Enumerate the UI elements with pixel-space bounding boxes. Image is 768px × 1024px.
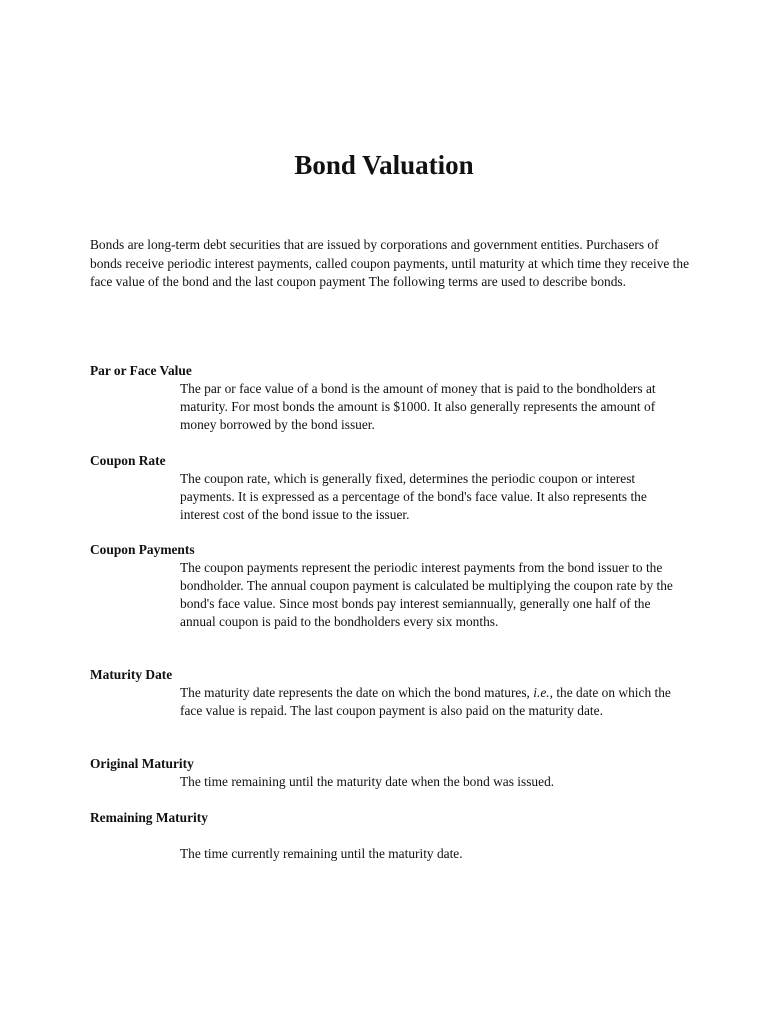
term-definition (180, 684, 685, 720)
term-original-maturity (90, 755, 690, 791)
term-name: Par or Face Value (90, 363, 192, 378)
intro-paragraph: Bonds are long-term debt securities that are issued by corporations and government entities. Purchasers of bonds receive periodic interest payments, called coupon payments, until maturity at which time they receive the face value of the bond and the last coupon payment The following terms are used to describe bonds. (90, 237, 690, 289)
term-definition: The coupon rate, which is generally fixed, determines the periodic coupon or interest payments. It is expressed as a percentage of the bond's face value. It also represents the interest cost of the bond issue to the issuer. (180, 471, 647, 522)
term-definition: The time remaining until the maturity date when the bond was issued. (180, 774, 555, 789)
term-par-value (90, 362, 690, 434)
term-name: Coupon Rate (90, 453, 166, 468)
definition-text: the date on which the face value is repaid. The last coupon payment is also paid on the maturity date. (180, 685, 671, 718)
term-coupon-payments (90, 541, 690, 631)
term-definition: The par or face value of a bond is the amount of money that is paid to the bondholders at maturity. For most bonds the amount is $1000. It also generally represents the amount of money borrowed by the bond issuer. (180, 381, 656, 432)
term-name: Remaining Maturity (90, 810, 208, 825)
term-name: Maturity Date (90, 667, 173, 682)
definition-text: The maturity date represents the date on which the bond matures, (180, 685, 534, 700)
term-definition: The time currently remaining until the maturity date. (180, 846, 463, 861)
term-coupon-rate (90, 452, 690, 524)
term-name: Original Maturity (90, 756, 194, 771)
term-remaining-maturity (90, 809, 690, 863)
definition-emphasis: i.e., (533, 685, 553, 700)
term-maturity-date (90, 666, 690, 720)
term-definition: The coupon payments represent the periodic interest payments from the bond issuer to the bondholder. The annual coupon payment is calculated be multiplying the coupon rate by the bond's face value. Since most bonds pay interest semiannually, generally one half of the annual coupon is paid to the bondholders every six months. (180, 560, 673, 629)
term-name: Coupon Payments (90, 542, 195, 557)
page-title: Bond Valuation (294, 150, 474, 180)
